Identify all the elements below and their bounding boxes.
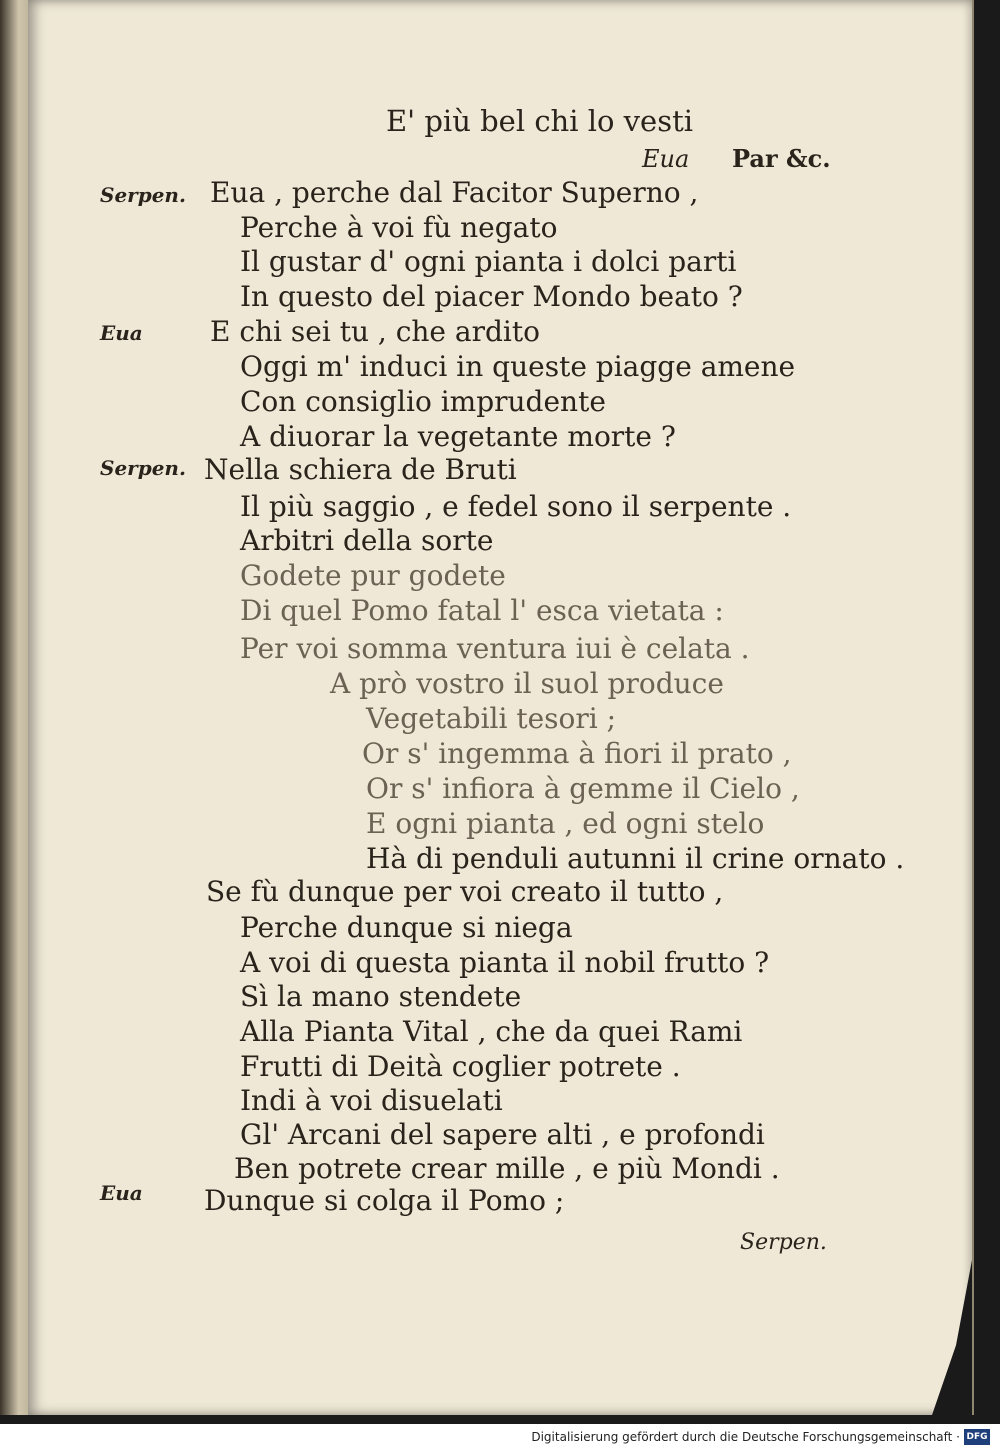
verse-line: Indi à voi disuelati [240, 1084, 503, 1117]
verse-line: A prò vostro il suol produce [330, 667, 724, 700]
verse-line: Perche dunque si niega [240, 911, 573, 944]
verse-line: Hà di penduli autunni il crine ornato . [366, 842, 905, 875]
footer-credit: Digitalisierung gefördert durch die Deutsche Forschungsgemeinschaft · [531, 1430, 960, 1444]
verse-line: Di quel Pomo fatal l' esca vietata : [240, 594, 724, 627]
speaker-label: Serpen. [100, 183, 186, 207]
verse-line: Or s' ingemma à fiori il prato , [362, 737, 792, 770]
verse-line: Vegetabili tesori ; [366, 702, 617, 735]
book-page [28, 0, 974, 1415]
verse-line: A voi di questa pianta il nobil frutto ? [240, 946, 770, 979]
speaker-label: Serpen. [100, 456, 186, 480]
verse-line: E chi sei tu , che ardito [210, 315, 540, 348]
verse-line: Oggi m' induci in queste piagge amene [240, 350, 796, 383]
verse-line: Eua , perche dal Facitor Superno , [210, 176, 699, 209]
dfg-logo: DFG [964, 1429, 990, 1445]
verse-line: Nella schiera de Bruti [204, 453, 517, 486]
catchword-bottom: Serpen. [740, 1230, 827, 1255]
running-title: E' più bel chi lo vesti [386, 104, 694, 138]
verse-line: Il gustar d' ogni pianta i dolci parti [240, 245, 737, 278]
verse-line: Frutti di Deità coglier potrete . [240, 1050, 681, 1083]
verse-line: Sì la mano stendete [240, 980, 522, 1013]
verse-line: Se fù dunque per voi creato il tutto , [206, 875, 724, 908]
digitization-footer [0, 1424, 1000, 1454]
verse-line: E ogni pianta , ed ogni stelo [366, 807, 765, 840]
verse-line: In questo del piacer Mondo beato ? [240, 280, 743, 313]
verse-line: Per voi somma ventura iui è celata . [240, 632, 750, 665]
verse-line: Godete pur godete [240, 559, 506, 592]
verse-line: Perche à voi fù negato [240, 211, 558, 244]
verse-line: Con consiglio imprudente [240, 385, 606, 418]
verse-line: Or s' infiora à gemme il Cielo , [366, 772, 800, 805]
par-reference: Par &c. [732, 144, 831, 173]
verse-line: Arbitri della sorte [240, 524, 494, 557]
verse-line: Dunque si colga il Pomo ; [204, 1184, 565, 1217]
verse-line: Il più saggio , e fedel sono il serpente . [240, 490, 792, 523]
verse-line: Ben potrete crear mille , e più Mondi . [234, 1152, 780, 1185]
verse-line: Gl' Arcani del sapere alti , e profondi [240, 1118, 765, 1151]
verse-line: Alla Pianta Vital , che da quei Rami [240, 1015, 743, 1048]
verse-line: A diuorar la vegetante morte ? [240, 420, 676, 453]
speaker-label: Eua [100, 321, 143, 345]
speaker-label: Eua [100, 1181, 143, 1205]
catchword-top: Eua [642, 145, 690, 173]
